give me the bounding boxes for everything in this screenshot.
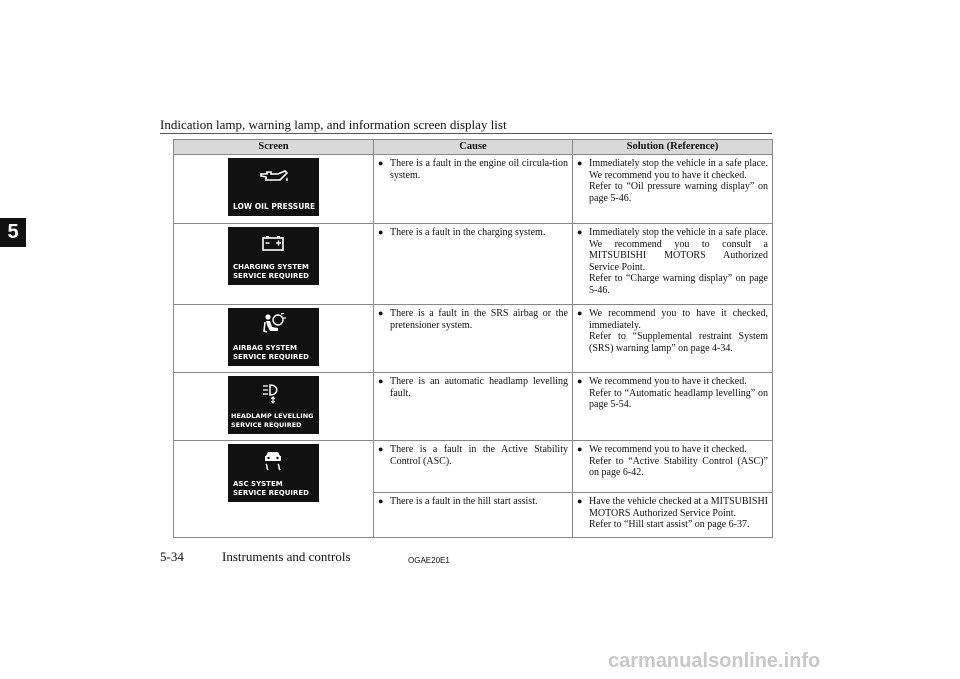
solution-text: Have the vehicle checked at a MITSUBISHI MOTORS Authorized Service Point. Refer to “Hill start assist” on page 6-37. bbox=[589, 496, 768, 530]
table-row bbox=[174, 305, 773, 373]
display-text-line: SERVICE REQUIRED bbox=[233, 352, 309, 361]
cause-text: There is an automatic headlamp levelling fault. bbox=[390, 376, 568, 399]
solution-cell: ● We recommend you to have it checked, immediately. Refer to “Supplemental restraint System (SRS) warning lamp” on page 4-34. bbox=[573, 305, 773, 373]
headlamp-icon bbox=[260, 382, 286, 404]
solution-text: Immediately stop the vehicle in a safe place. We recommend you to have it checked. Refer to “Oil pressure warning display” on page 5-46. bbox=[589, 158, 768, 204]
table-row bbox=[174, 373, 773, 441]
header-divider bbox=[160, 133, 772, 134]
cause-text: There is a fault in the SRS airbag or the pretensioner system. bbox=[390, 308, 568, 331]
watermark: carmanualsonline.info bbox=[608, 650, 821, 672]
column-header-screen: Screen bbox=[174, 140, 374, 155]
solution-cell: ● We recommend you to have it checked. Refer to “Active Stability Control (ASC)” on page 6-42. bbox=[573, 441, 773, 493]
solution-cell: ● Immediately stop the vehicle in a safe place. We recommend you to consult a MITSUBISHI MOTORS Authorized Service Point. Refer to “Charge warning display” on page 5-46. bbox=[573, 224, 773, 305]
solution-cell: ● Have the vehicle checked at a MITSUBISHI MOTORS Authorized Service Point. Refer to “Hill start assist” on page 6-37. bbox=[573, 493, 773, 538]
solution-cell: ● Immediately stop the vehicle in a safe place. We recommend you to have it checked. Refer to “Oil pressure warning display” on page 5-46. bbox=[573, 155, 773, 224]
display-text-line: AIRBAG SYSTEM bbox=[233, 344, 298, 352]
column-header-solution: Solution (Reference) bbox=[573, 140, 773, 155]
page-header: Indication lamp, warning lamp, and information screen display list bbox=[160, 117, 507, 132]
cause-cell: ● There is a fault in the SRS airbag or the pretensioner system. bbox=[374, 305, 573, 373]
page-number: 5-34 bbox=[160, 549, 184, 564]
display-text-line: LOW OIL PRESSURE bbox=[233, 201, 316, 211]
solution-cell: ● We recommend you to have it checked. Refer to “Automatic headlamp levelling” on page 5-54. bbox=[573, 373, 773, 441]
cause-cell: ● There is a fault in the charging system. bbox=[374, 224, 573, 305]
display-text-line: HEADLAMP LEVELLING bbox=[231, 412, 314, 420]
cause-text: There is a fault in the charging system. bbox=[390, 227, 546, 238]
table-row bbox=[174, 224, 773, 305]
table-row bbox=[174, 155, 773, 224]
screen-cell bbox=[174, 305, 374, 373]
display-text-line: CHARGING SYSTEM bbox=[233, 263, 309, 271]
airbag-icon bbox=[260, 313, 286, 337]
chapter-tab[interactable]: 5 bbox=[0, 218, 26, 247]
battery-icon bbox=[261, 235, 285, 251]
headlamp-levelling-display bbox=[228, 376, 319, 434]
oil-can-icon bbox=[258, 168, 290, 184]
solution-text: We recommend you to have it checked, immediately. Refer to “Supplemental restraint System (SRS) warning lamp” on page 4-34. bbox=[589, 308, 768, 354]
display-text-line: ASC SYSTEM bbox=[233, 480, 283, 488]
cause-text: There is a fault in the engine oil circula-tion system. bbox=[390, 158, 568, 181]
solution-text: We recommend you to have it checked. Refer to “Active Stability Control (ASC)” on page 6-42. bbox=[589, 444, 768, 478]
solution-text: Immediately stop the vehicle in a safe place. We recommend you to consult a MITSUBISHI MOTORS Authorized Service Point. Refer to “Charge warning display” on page 5-46. bbox=[589, 227, 768, 296]
display-list-table bbox=[173, 139, 773, 538]
asc-system-display bbox=[228, 444, 319, 502]
screen-cell bbox=[174, 441, 374, 538]
display-text-line: SERVICE REQUIRED bbox=[233, 271, 309, 280]
display-text-line: SERVICE REQUIRED bbox=[233, 488, 309, 497]
section-title: Instruments and controls bbox=[222, 549, 351, 564]
screen-cell bbox=[174, 373, 374, 441]
cause-text: There is a fault in the Active Stability Control (ASC). bbox=[390, 444, 568, 467]
document-code: OGAE20E1 bbox=[408, 556, 450, 565]
display-text-line: SERVICE REQUIRED bbox=[231, 420, 302, 429]
table-row bbox=[174, 441, 773, 493]
cause-text: There is a fault in the hill start assist. bbox=[390, 496, 538, 507]
airbag-system-display bbox=[228, 308, 319, 366]
cause-cell: ● There is an automatic headlamp levelling fault. bbox=[374, 373, 573, 441]
screen-cell bbox=[174, 224, 374, 305]
cause-cell: ● There is a fault in the engine oil circula-tion system. bbox=[374, 155, 573, 224]
charging-system-display bbox=[228, 227, 319, 285]
skid-car-icon bbox=[261, 451, 285, 473]
cause-cell: ● There is a fault in the Active Stability Control (ASC). bbox=[374, 441, 573, 493]
solution-text: We recommend you to have it checked. Refer to “Automatic headlamp levelling” on page 5-54. bbox=[589, 376, 768, 410]
table-header-row bbox=[174, 140, 773, 155]
screen-cell bbox=[174, 155, 374, 224]
column-header-cause: Cause bbox=[374, 140, 573, 155]
low-oil-pressure-display bbox=[228, 158, 319, 216]
cause-cell: ● There is a fault in the hill start assist. bbox=[374, 493, 573, 538]
